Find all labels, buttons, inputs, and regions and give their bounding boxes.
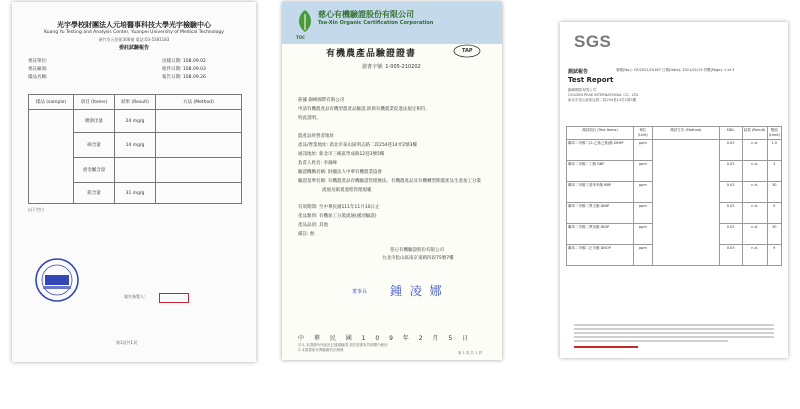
mdl-cell: 0.03 <box>719 161 742 182</box>
item-cell: 鄰苯二甲酸二正辛酯 DNOP <box>567 245 634 266</box>
signature: 鍾 凌 娜 <box>390 284 444 298</box>
table-header-row <box>567 127 782 140</box>
unit-cell: ppm <box>633 140 652 161</box>
sgs-results-table <box>566 126 782 266</box>
item-cell: 鉛含量 <box>74 183 115 204</box>
fine-print-line <box>574 332 774 334</box>
footnote: 註:1.本證書所列產品已通過驗證,須於證書有效期間內使用 <box>298 343 388 347</box>
sgs-logo: SGS <box>574 32 612 51</box>
cert-line: 驗證基準名稱: 有機農產品有機驗證管理辦法、有機農產品及有機轉型期農產品生產加工分裝 <box>298 179 481 184</box>
doc1-meta-left <box>28 58 48 82</box>
fine-print-line <box>574 328 774 330</box>
cert-line: 負責人姓名: 李錦峰 <box>298 161 337 166</box>
item-cell: 鄰苯二甲酸二(2-乙基己基)酯 DEHP <box>567 140 634 161</box>
unit-cell: ppm <box>633 182 652 203</box>
result-cell: n.d. <box>742 161 767 182</box>
table-row <box>567 140 782 161</box>
doc1-report-title: 委託試驗報告 <box>118 45 149 51</box>
limit-cell: 3 <box>767 161 781 182</box>
mdl-cell: 0.03 <box>719 224 742 245</box>
col-sample: 樣品 (sample) <box>29 95 74 110</box>
limit-cell: 30 <box>767 182 781 203</box>
cert-line: 農產品經營者地址 <box>298 134 334 139</box>
doc1-meta-right <box>162 58 206 82</box>
tap-label: TAP <box>462 48 473 54</box>
certificate-title: 有機農產品驗證證書 <box>326 49 417 59</box>
page-number: 第 1 頁,共 1 頁 <box>457 351 482 355</box>
report-title-en: Test Report <box>568 76 614 84</box>
col-method: 方法 (Method) <box>156 95 242 110</box>
table-header-row <box>29 95 242 110</box>
method-cell <box>156 158 242 183</box>
result-cell: n.d. <box>742 245 767 266</box>
col-result: 結果 (Result) <box>742 127 767 140</box>
cert-line: 產品品項: 其他 <box>298 223 328 228</box>
item-cell: 鄰苯二甲酸二異癸酯 DIDP <box>567 224 634 245</box>
doc1-title-en: Kuang Yu Testing and Analysis Center, Yuanpei University of Medical Technology <box>44 30 224 35</box>
meta-client: 委託單位: <box>28 59 48 64</box>
item-cell: 總溶出量 <box>74 110 115 133</box>
unit-cell: ppm <box>633 224 652 245</box>
result-cell <box>115 158 156 183</box>
col-limit: 限值 (Limit) <box>767 127 781 140</box>
cert-line: 茲據 錦峰國際有限公司 <box>298 98 345 103</box>
meta-received-date: 收件日期: 108.09.03 <box>162 67 206 72</box>
cert-line: 流通及販賣過程管理規範 <box>322 188 372 193</box>
fine-print-line <box>574 324 774 326</box>
doc1-results-table <box>28 94 242 204</box>
issue-date: 中 華 民 國 1 0 9 年 2 月 5 日 <box>298 335 473 342</box>
item-cell: 重金屬含量 <box>74 158 115 183</box>
col-items: 項目 (Items) <box>74 95 115 110</box>
sample-name-cell <box>29 110 74 204</box>
table-row <box>29 110 242 133</box>
col-unit: 單位 (Unit) <box>633 127 652 140</box>
col-mdl: MDL <box>719 127 742 140</box>
cert-line: 申請有機農產品有機型農產品驗證,經與有機農業促進法規定相符, <box>298 107 427 112</box>
fine-print-line <box>574 336 774 338</box>
limit-cell: 9 <box>767 203 781 224</box>
organic-certificate-document <box>282 2 502 360</box>
result-cell: n.d. <box>742 224 767 245</box>
meta-sent-date: 送樣日期: 108.09.02 <box>162 59 206 64</box>
sign-label: 報告簽署人: <box>124 294 146 299</box>
unit-cell: ppm <box>633 245 652 266</box>
item-cell: 砷含量 <box>74 133 115 158</box>
col-result: 結果 (Result) <box>115 95 156 110</box>
result-cell: n.d. <box>742 182 767 203</box>
red-stamp-icon <box>159 293 189 303</box>
report-title-zh: 測試報告 <box>568 69 589 75</box>
item-cell: 鄰苯二甲酸丁基苯甲酯 BBP <box>567 182 634 203</box>
result-cell: 24 mg/g <box>115 110 156 133</box>
client-line: GOLDEN PEAK INTERNATIONAL CO., LTD. <box>568 93 640 97</box>
cert-line: 通訊地址: 新北市三峽區學成路12巷3號5樓 <box>298 152 385 157</box>
client-line: 新北市泰山區明志路二段254巷14弄2號3樓 <box>568 98 637 102</box>
cert-line: 產品/營業地址: 新北市泰山區明志路二段254巷14弄2號3樓 <box>298 143 418 148</box>
sign-company: 慈心有機驗證股份有限公司 <box>390 248 444 253</box>
unit-cell: ppm <box>633 161 652 182</box>
limit-cell: 9 <box>767 245 781 266</box>
round-seal-icon <box>34 257 80 303</box>
test-report-document-1 <box>12 2 256 362</box>
meta-report-date: 報告日期: 108.09.26 <box>162 75 206 80</box>
fine-print-line <box>574 340 728 342</box>
mdl-cell: 0.03 <box>719 245 742 266</box>
signature-title: 董事長 <box>352 289 368 295</box>
mdl-cell: 0.03 <box>719 140 742 161</box>
mdl-cell: 0.03 <box>719 203 742 224</box>
cert-line: 特此證明。 <box>298 116 321 121</box>
certificate-number: 證書字號: 1-005-210202 <box>362 64 421 70</box>
col-test-items: 測試項目 (Test Items) <box>567 127 634 140</box>
meta-vendor: 委託廠商: <box>28 67 48 72</box>
result-cell: n.d. <box>742 203 767 224</box>
logo-text: TOC <box>296 35 306 40</box>
leaf-logo-icon <box>294 8 316 34</box>
limit-cell: 30 <box>767 224 781 245</box>
report-header-info: 號碼(No.): CE/2021/10187 日期(Date): 2021/01/19 頁數(Page): 1 of 3 <box>616 68 735 72</box>
cert-line: 驗證機構名稱: 財團法人中華有機農業協會 <box>298 170 382 175</box>
client-line: 錦峰國際有限公司 <box>568 88 596 92</box>
limit-cell: 1.5 <box>767 140 781 161</box>
result-cell: 31 mg/g <box>115 183 156 204</box>
result-cell: n.d. <box>742 140 767 161</box>
sign-address: 台北市松山區南京東路四段75號7樓 <box>382 256 454 261</box>
meta-sample: 樣品名稱: <box>28 75 48 80</box>
doc1-title: 光宇學校財團法人元培醫事科技大學光宇檢驗中心 <box>57 20 211 29</box>
mdl-cell: 0.03 <box>719 182 742 203</box>
item-cell: 鄰苯二甲酸二丁酯 DBP <box>567 161 634 182</box>
method-cell <box>652 140 719 266</box>
doc1-address: 新竹市元培街306號 電話:03-5381183 <box>98 37 170 42</box>
cert-line: 有效期間: 至中華民國111年11月10日止 <box>298 205 380 210</box>
sgs-test-report-document <box>560 22 788 358</box>
fine-print-accent-line <box>574 346 638 348</box>
doc1-footnote: 以下空白 <box>28 207 44 212</box>
footnote: 2.本證書如有異動應依法辦理 <box>298 348 344 352</box>
result-cell: 14 mg/g <box>115 133 156 158</box>
method-cell <box>156 133 242 158</box>
certifier-name: 慈心有機驗證股份有限公司 <box>318 10 414 19</box>
cert-line: 備註: 無 <box>298 232 315 237</box>
method-cell <box>156 183 242 204</box>
col-method: 測試方法 (Method) <box>652 127 719 140</box>
item-cell: 鄰苯二甲酸二異壬酯 DINP <box>567 203 634 224</box>
cert-line: 產品類別: 有機加工分裝流通(國別驗證) <box>298 214 377 219</box>
certifier-name-en: Tse-Xin Organic Certification Corporation <box>318 20 434 26</box>
unit-cell: ppm <box>633 203 652 224</box>
method-cell <box>156 110 242 133</box>
doc1-page-number: 第1頁共1頁 <box>116 340 138 345</box>
